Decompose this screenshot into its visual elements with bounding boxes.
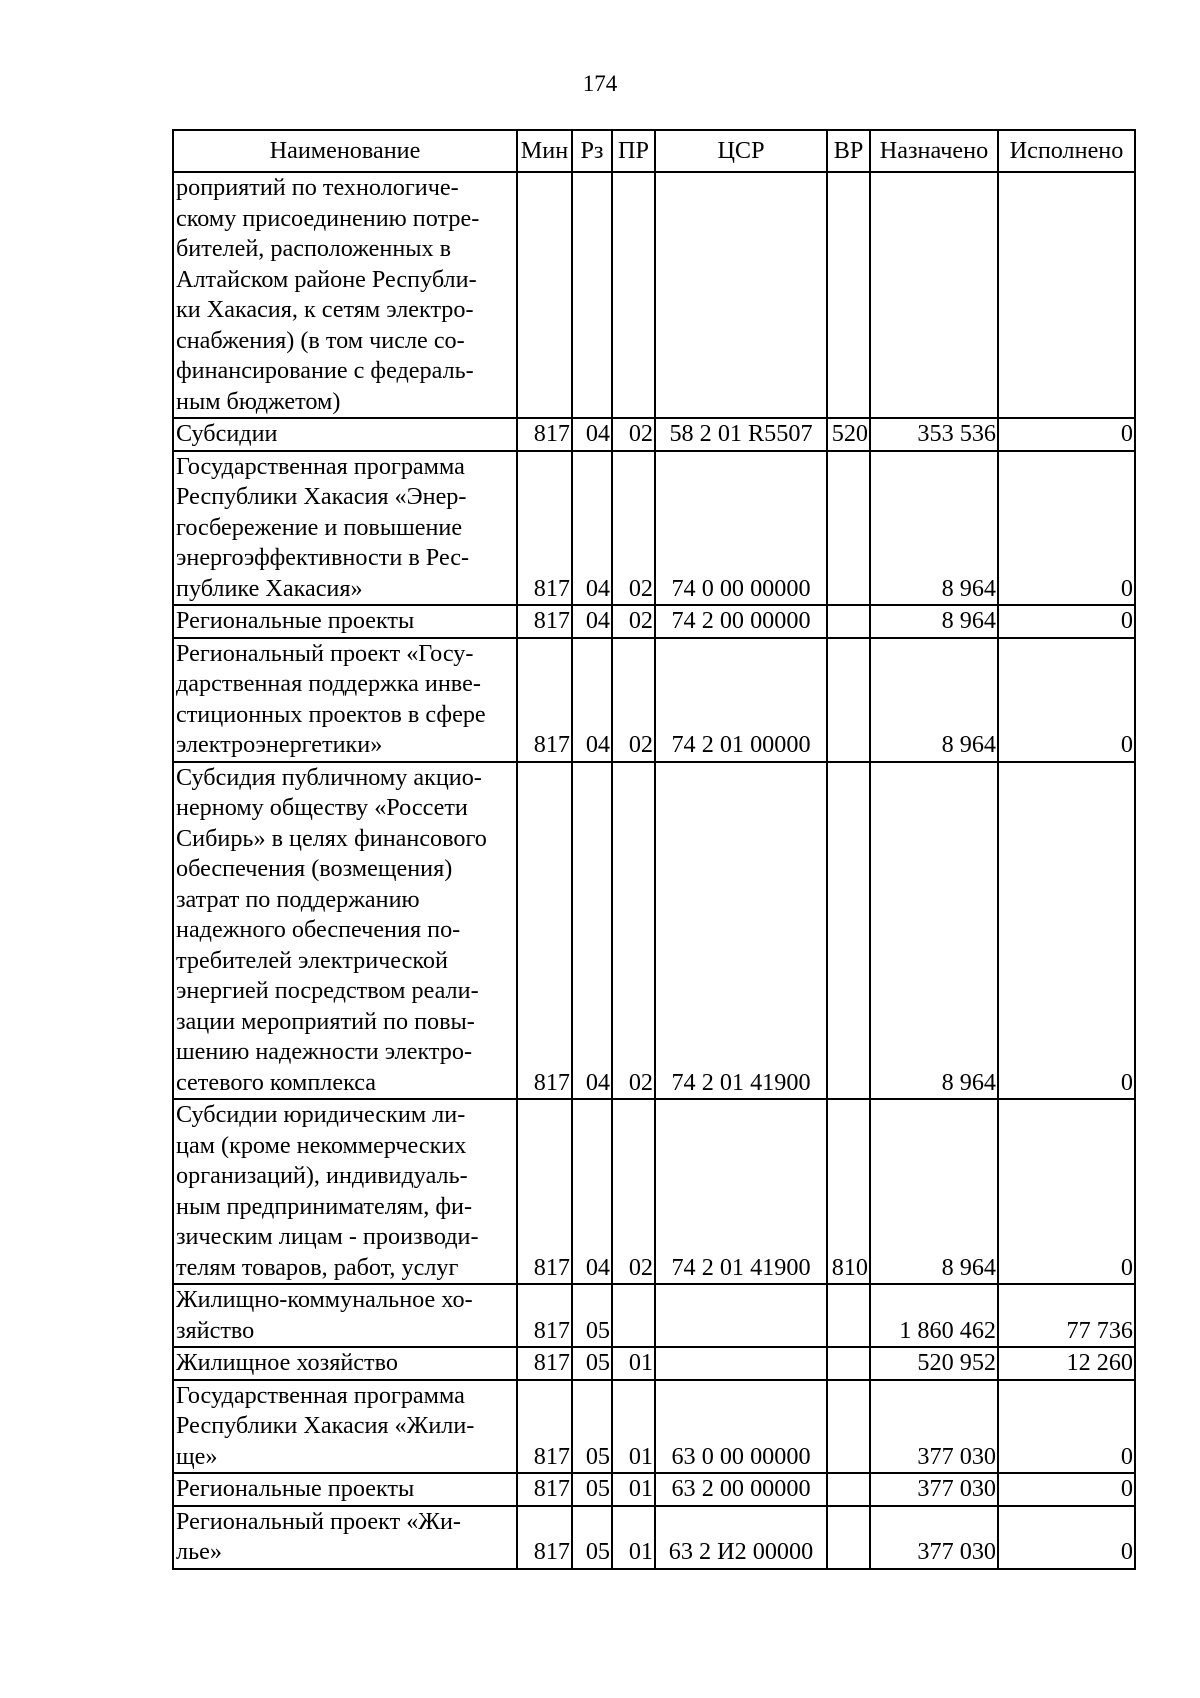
table-header-row	[173, 130, 1135, 172]
cell-csr	[655, 1347, 827, 1380]
cell-vr: 810	[827, 1099, 870, 1284]
cell-name	[173, 172, 517, 418]
cell-name	[173, 451, 517, 606]
cell-name-line: Региональные проекты	[176, 1475, 415, 1502]
table-row	[173, 762, 1135, 1100]
cell-name-line: затрат по поддержанию	[176, 885, 420, 913]
cell-name-line: требителей электрической	[176, 946, 448, 974]
cell-csr	[655, 1284, 827, 1347]
cell-pr	[612, 1284, 655, 1347]
cell-name-line: организаций), индивидуаль-	[176, 1162, 468, 1189]
cell-pr: 02	[612, 638, 655, 762]
cell-name-line: сетевого комплекса	[176, 1068, 377, 1096]
cell-csr: 63 0 00 00000	[655, 1380, 827, 1474]
cell-name-line: публике Хакасия»	[176, 574, 363, 602]
table-row	[173, 172, 1135, 418]
cell-assigned: 8 964	[870, 605, 998, 638]
cell-min: 817	[517, 762, 572, 1100]
cell-name-line: Региональный проект «Жи-	[176, 1507, 461, 1535]
cell-min: 817	[517, 1473, 572, 1506]
cell-rz: 04	[572, 1099, 612, 1284]
cell-name	[173, 762, 517, 1100]
cell-vr	[827, 1284, 870, 1347]
table-row	[173, 1099, 1135, 1284]
cell-name-line: Жилищное хозяйство	[176, 1349, 398, 1376]
cell-vr	[827, 605, 870, 638]
cell-name-line: цам (кроме некоммерческих	[176, 1131, 467, 1159]
cell-assigned	[870, 172, 998, 418]
cell-rz	[572, 172, 612, 418]
budget-table	[172, 129, 1136, 1570]
cell-name	[173, 1284, 517, 1347]
cell-csr: 74 2 01 41900	[655, 762, 827, 1100]
cell-name-line: ки Хакасия, к сетям электро-	[176, 296, 474, 323]
cell-name-line: Сибирь» в целях финансового	[176, 824, 487, 852]
cell-name-line: Государственная программа	[176, 1381, 465, 1409]
cell-pr: 02	[612, 418, 655, 451]
cell-rz: 05	[572, 1506, 612, 1569]
cell-min: 817	[517, 1099, 572, 1284]
cell-csr: 58 2 01 R5507	[655, 418, 827, 451]
cell-csr: 74 2 00 00000	[655, 605, 827, 638]
table-row	[173, 605, 1135, 638]
cell-executed	[998, 172, 1135, 418]
cell-name-line: ще»	[176, 1442, 218, 1470]
cell-name-line: лье»	[176, 1538, 222, 1565]
table-row	[173, 418, 1135, 451]
cell-name-line: дарственная поддержка инве-	[176, 670, 481, 697]
cell-min	[517, 172, 572, 418]
cell-name-line: госбережение и повышение	[176, 513, 463, 541]
cell-csr: 74 2 01 00000	[655, 638, 827, 762]
cell-rz: 04	[572, 605, 612, 638]
cell-vr	[827, 451, 870, 606]
cell-pr	[612, 172, 655, 418]
cell-rz: 05	[572, 1380, 612, 1474]
cell-assigned: 353 536	[870, 418, 998, 451]
cell-rz: 04	[572, 451, 612, 606]
cell-name	[173, 1473, 517, 1506]
cell-name-line: снабжения) (в том числе со-	[176, 326, 465, 354]
cell-vr	[827, 638, 870, 762]
cell-pr: 01	[612, 1506, 655, 1569]
cell-name-line: зации мероприятий по повы-	[176, 1007, 475, 1035]
cell-min: 817	[517, 605, 572, 638]
cell-csr: 74 2 01 41900	[655, 1099, 827, 1284]
cell-name-line: шению надежности электро-	[176, 1038, 473, 1065]
cell-name-line: Региональные проекты	[176, 607, 415, 634]
cell-assigned: 377 030	[870, 1473, 998, 1506]
table-row	[173, 451, 1135, 606]
cell-name-line: ным бюджетом)	[176, 387, 341, 415]
table-row	[173, 638, 1135, 762]
cell-min: 817	[517, 418, 572, 451]
table-row	[173, 1284, 1135, 1347]
cell-name-line: Республики Хакасия «Жили-	[176, 1412, 475, 1439]
cell-name-line: скому присоединению потре-	[176, 204, 480, 232]
cell-pr: 01	[612, 1347, 655, 1380]
cell-executed: 12 260	[998, 1347, 1135, 1380]
cell-executed: 0	[998, 1099, 1135, 1284]
cell-name-line: Республики Хакасия «Энер-	[176, 483, 467, 510]
cell-assigned: 520 952	[870, 1347, 998, 1380]
cell-name-line: Жилищно-коммунальное хо-	[176, 1286, 473, 1313]
cell-name	[173, 1347, 517, 1380]
cell-name	[173, 1506, 517, 1569]
cell-pr: 01	[612, 1473, 655, 1506]
cell-vr	[827, 1347, 870, 1380]
cell-pr: 02	[612, 451, 655, 606]
cell-pr: 02	[612, 762, 655, 1100]
cell-name-line: зическим лицам - производи-	[176, 1223, 479, 1250]
column-header-vr: ВР	[827, 130, 870, 172]
cell-name-line: Субсидии юридическим ли-	[176, 1101, 466, 1128]
cell-rz: 04	[572, 762, 612, 1100]
cell-rz: 05	[572, 1347, 612, 1380]
cell-rz: 04	[572, 638, 612, 762]
table-row	[173, 1506, 1135, 1569]
table-body	[173, 172, 1135, 1569]
cell-executed: 0	[998, 1506, 1135, 1569]
cell-min: 817	[517, 451, 572, 606]
cell-name-line: Субсидии	[176, 420, 278, 447]
column-header-pr: ПР	[612, 130, 655, 172]
cell-executed: 0	[998, 1473, 1135, 1506]
cell-executed: 0	[998, 762, 1135, 1100]
cell-assigned: 8 964	[870, 762, 998, 1100]
cell-name-line: энергией посредством реали-	[176, 977, 479, 1004]
cell-vr	[827, 172, 870, 418]
cell-name-line: электроэнергетики»	[176, 731, 383, 758]
cell-name	[173, 638, 517, 762]
cell-vr	[827, 1473, 870, 1506]
column-header-name: Наименование	[173, 130, 517, 172]
cell-name-line: Субсидия публичному акцио-	[176, 763, 482, 791]
cell-executed: 0	[998, 638, 1135, 762]
cell-vr	[827, 762, 870, 1100]
cell-name	[173, 418, 517, 451]
cell-name	[173, 1380, 517, 1474]
cell-name-line: Государственная программа	[176, 452, 465, 480]
cell-assigned: 377 030	[870, 1380, 998, 1474]
cell-vr	[827, 1506, 870, 1569]
cell-name-line: зяйство	[176, 1316, 255, 1344]
cell-min: 817	[517, 1380, 572, 1474]
cell-assigned: 8 964	[870, 638, 998, 762]
column-header-executed: Исполнено	[998, 130, 1135, 172]
table-row	[173, 1347, 1135, 1380]
cell-name-line: финансирование с федераль-	[176, 357, 474, 384]
cell-name	[173, 605, 517, 638]
cell-pr: 01	[612, 1380, 655, 1474]
cell-csr	[655, 172, 827, 418]
cell-name-line: Региональный проект «Госу-	[176, 639, 474, 667]
cell-assigned: 377 030	[870, 1506, 998, 1569]
cell-vr: 520	[827, 418, 870, 451]
cell-rz: 05	[572, 1284, 612, 1347]
cell-rz: 04	[572, 418, 612, 451]
cell-executed: 0	[998, 451, 1135, 606]
cell-executed: 0	[998, 418, 1135, 451]
column-header-min: Мин	[517, 130, 572, 172]
cell-pr: 02	[612, 1099, 655, 1284]
cell-executed: 77 736	[998, 1284, 1135, 1347]
cell-assigned: 8 964	[870, 451, 998, 606]
cell-csr: 74 0 00 00000	[655, 451, 827, 606]
cell-min: 817	[517, 1506, 572, 1569]
cell-vr	[827, 1380, 870, 1474]
cell-name-line: стиционных проектов в сфере	[176, 700, 486, 728]
table-row	[173, 1380, 1135, 1474]
cell-name-line: энергоэффективности в Рес-	[176, 544, 470, 571]
column-header-csr: ЦСР	[655, 130, 827, 172]
cell-name	[173, 1099, 517, 1284]
cell-csr: 63 2 00 00000	[655, 1473, 827, 1506]
cell-executed: 0	[998, 1380, 1135, 1474]
page-number: 174	[582, 71, 618, 96]
cell-name-line: надежного обеспечения по-	[176, 916, 461, 943]
cell-name-line: телям товаров, работ, услуг	[176, 1253, 459, 1281]
column-header-assigned: Назначено	[870, 130, 998, 172]
cell-pr: 02	[612, 605, 655, 638]
cell-name-line: нерному обществу «Россети	[176, 794, 468, 821]
cell-name-line: роприятий по технологиче-	[176, 174, 459, 201]
cell-rz: 05	[572, 1473, 612, 1506]
cell-min: 817	[517, 1347, 572, 1380]
cell-min: 817	[517, 1284, 572, 1347]
cell-assigned: 8 964	[870, 1099, 998, 1284]
column-header-rz: Рз	[572, 130, 612, 172]
cell-name-line: ным предпринимателям, фи-	[176, 1192, 473, 1220]
table-row	[173, 1473, 1135, 1506]
cell-name-line: Алтайском районе Республи-	[176, 265, 477, 293]
cell-min: 817	[517, 638, 572, 762]
cell-executed: 0	[998, 605, 1135, 638]
cell-assigned: 1 860 462	[870, 1284, 998, 1347]
cell-csr: 63 2 И2 00000	[655, 1506, 827, 1569]
cell-name-line: обеспечения (возмещения)	[176, 855, 453, 882]
cell-name-line: бителей, расположенных в	[176, 235, 452, 262]
